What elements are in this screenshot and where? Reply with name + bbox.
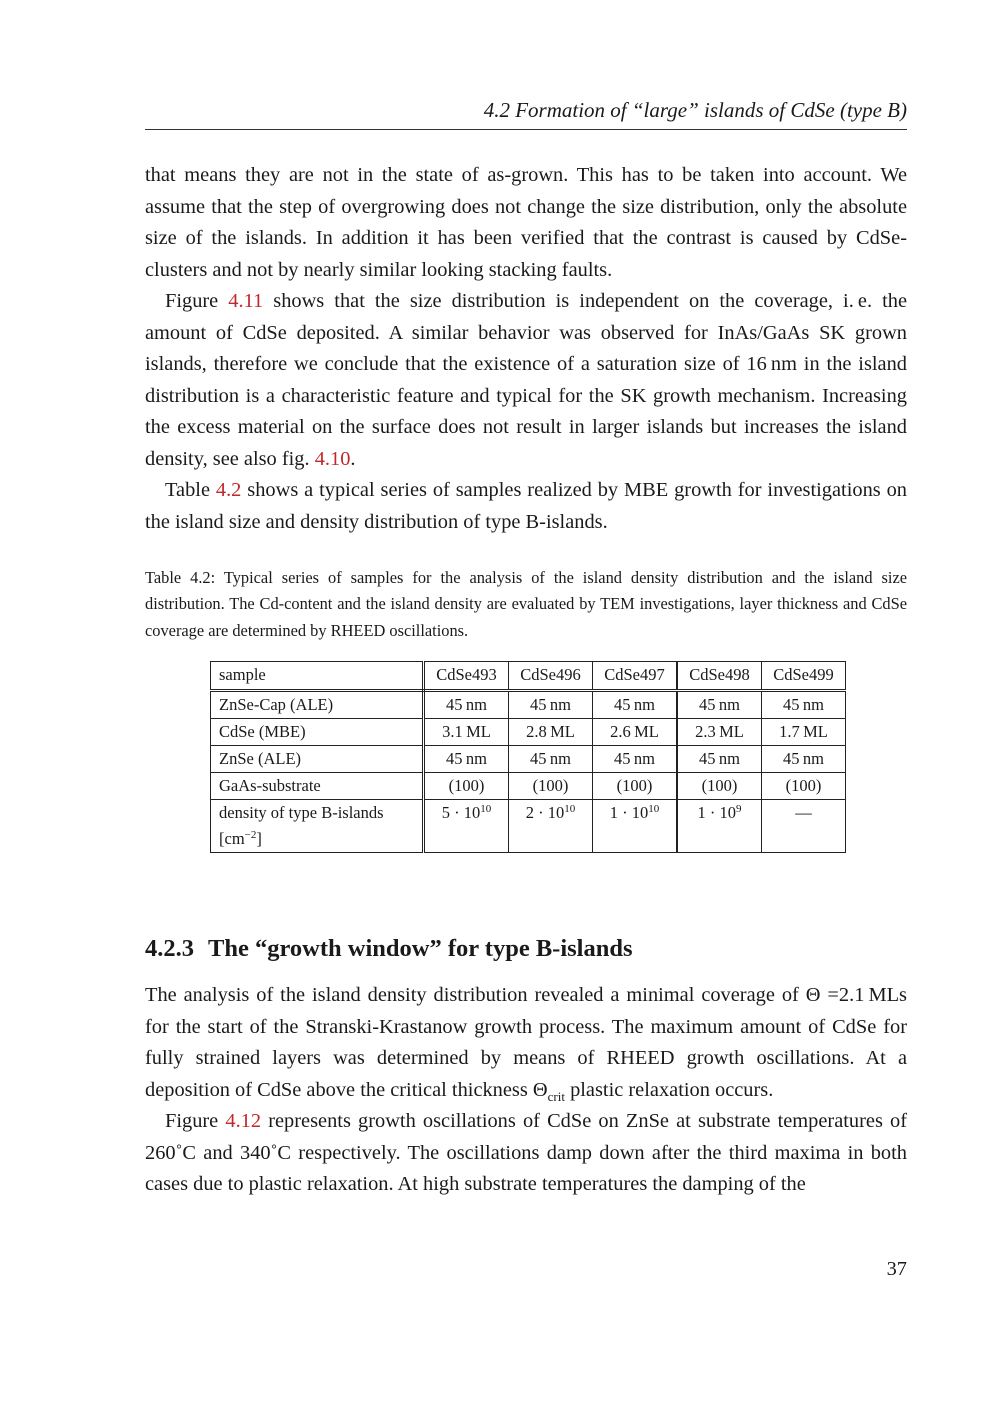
density-label-line-2 — [219, 826, 414, 852]
density-exponent: 10 — [564, 803, 576, 815]
table-row — [211, 719, 846, 746]
paragraph-5 — [145, 1106, 907, 1201]
paragraph-4-text-b: plastic relaxation occurs. — [564, 1078, 774, 1101]
body-text-lower — [145, 980, 907, 1201]
paragraph-2 — [145, 286, 907, 475]
header-cell-sample: sample — [211, 662, 424, 691]
table-cell: 45 nm — [593, 691, 678, 719]
density-mantissa: 5 · 10 — [441, 803, 481, 822]
density-exponent: 9 — [736, 803, 742, 815]
table-cell: 45 nm — [509, 691, 593, 719]
density-exponent: 10 — [648, 803, 660, 815]
density-cell — [509, 800, 593, 853]
body-text-upper — [145, 160, 907, 538]
table-cell: (100) — [424, 773, 509, 800]
header-cell: CdSe493 — [424, 662, 509, 691]
paragraph-3 — [145, 475, 907, 538]
header-cell: CdSe496 — [509, 662, 593, 691]
density-mantissa: 1 · 10 — [609, 803, 649, 822]
row-label-density — [211, 800, 424, 853]
paragraph-5-text-a: Figure — [165, 1110, 226, 1132]
table-row — [211, 773, 846, 800]
density-exponent: 10 — [480, 803, 492, 815]
table-link-4-2[interactable]: 4.2 — [215, 479, 242, 501]
figure-link-4-11[interactable]: 4.11 — [228, 290, 264, 312]
table-cell: 3.1 ML — [424, 719, 509, 746]
row-label: ZnSe-Cap (ALE) — [211, 691, 424, 719]
table-cell: 1.7 ML — [762, 719, 846, 746]
table-cell: 2.8 ML — [509, 719, 593, 746]
table-caption: Table 4.2: Typical series of samples for the analysis of the island density distribution and the island size distribution. The Cd-content and the island density are evaluated by TEM investigations, layer thickness and CdSe coverage are determined by RHEED oscillations. — [145, 568, 907, 640]
table-cell: 45 nm — [424, 691, 509, 719]
table-cell: 45 nm — [424, 746, 509, 773]
header-cell: CdSe497 — [593, 662, 678, 691]
table-row — [211, 691, 846, 719]
table-cell: 45 nm — [762, 746, 846, 773]
header-cell: CdSe499 — [762, 662, 846, 691]
figure-link-4-12[interactable]: 4.12 — [225, 1110, 262, 1132]
paragraph-2-text-b: shows that the size distribution is independent on the coverage, i. e. the amount of CdSe deposited. A similar behavior was observed for InAs/GaAs SK grown islands, therefore we conclude that the existence of a saturation size of 16 nm in the island distribution is a characteristic feature and typical for the SK growth mechanism. Increasing the excess material on the surface does not result in larger islands but increases the island density, see also fig. — [145, 290, 907, 470]
density-mantissa: 2 · 10 — [525, 803, 565, 822]
row-label: CdSe (MBE) — [211, 719, 424, 746]
section-number: 4.2.3 — [145, 935, 194, 962]
paragraph-3-text-a: Table — [165, 479, 216, 501]
table-cell: (100) — [593, 773, 678, 800]
paragraph-3-text-b: shows a typical series of samples realized by MBE growth for investigations on the island size and density distribution of type B-islands. — [145, 479, 907, 533]
section-heading — [145, 935, 907, 963]
density-cell — [424, 800, 509, 853]
unit-prefix: [cm — [219, 829, 245, 848]
row-label: GaAs-substrate — [211, 773, 424, 800]
unit-suffix: ] — [256, 829, 262, 848]
unit-exponent: −2 — [244, 829, 257, 841]
running-head: 4.2 Formation of “large” islands of CdSe (type B) — [145, 98, 907, 130]
table-cell: 45 nm — [762, 691, 846, 719]
paragraph-2-text-a: Figure — [165, 290, 229, 312]
density-cell — [762, 800, 846, 853]
section-title: The “growth window” for type B-islands — [208, 935, 633, 962]
figure-link-4-10[interactable]: 4.10 — [314, 447, 351, 470]
table-cell: (100) — [677, 773, 762, 800]
table-cell: 45 nm — [509, 746, 593, 773]
density-mantissa: 1 · 10 — [697, 803, 736, 822]
table-row-density — [211, 800, 846, 853]
theta-subscript: crit — [547, 1088, 565, 1104]
paragraph-4-text-a: The analysis of the island density distribution revealed a minimal coverage of Θ =2.1 MLs for the start of the Stranski-Krastanow growth process. The maximum amount of CdSe for fully strained layers was determined by means of RHEED growth oscillations. At a deposition of CdSe above the critical thickness Θ — [145, 984, 907, 1101]
table-cell: 2.6 ML — [593, 719, 678, 746]
density-cell — [593, 800, 678, 853]
paragraph-2-text-c: . — [350, 447, 356, 470]
table-cell: (100) — [762, 773, 846, 800]
paragraph-5-text-b: represents growth oscillations of CdSe on ZnSe at substrate temperatures of 260˚C and 340˚C respectively. The oscillations damp down after the third maxima in both cases due to plastic relaxation. At high substrate temperatures the damping of the — [145, 1110, 908, 1195]
table-cell: (100) — [509, 773, 593, 800]
density-cell — [677, 800, 762, 853]
header-cell: CdSe498 — [677, 662, 762, 691]
density-label-line-1: density of type B-islands — [219, 803, 384, 822]
paragraph-4 — [145, 980, 907, 1106]
table-cell: 45 nm — [677, 691, 762, 719]
row-label: ZnSe (ALE) — [211, 746, 424, 773]
table-cell: 45 nm — [677, 746, 762, 773]
table-row — [211, 746, 846, 773]
table-cell: 2.3 ML — [677, 719, 762, 746]
paragraph-1: that means they are not in the state of as-grown. This has to be taken into account. We assume that the step of overgrowing does not change the size distribution, only the absolute size of the islands. In addition it has been verified that the contrast is caused by CdSe-clusters and not by nearly similar looking stacking faults. — [145, 164, 907, 281]
samples-table — [210, 661, 846, 853]
table-cell: 45 nm — [593, 746, 678, 773]
density-mantissa: — — [795, 803, 812, 822]
table-header-row — [211, 662, 846, 691]
page-number: 37 — [886, 1258, 907, 1280]
